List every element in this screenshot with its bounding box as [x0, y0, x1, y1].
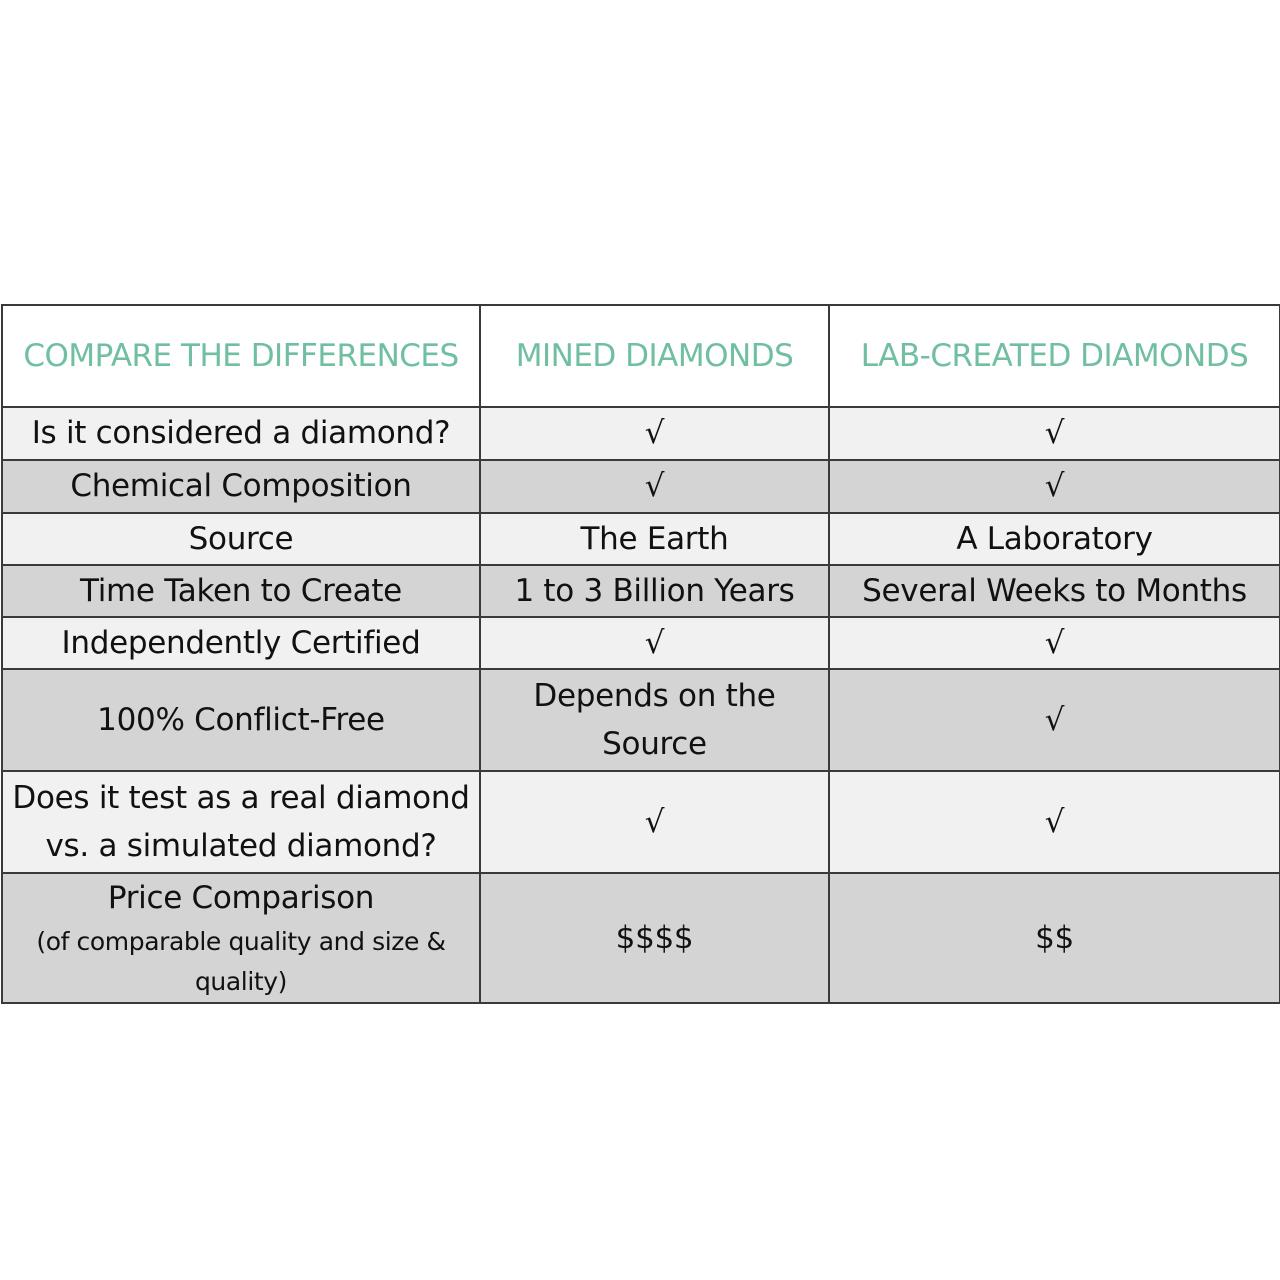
check-icon: √: [829, 669, 1280, 771]
mined-value-line: Source: [602, 726, 707, 762]
table-row: [2, 669, 1280, 771]
header-row: [2, 305, 1280, 407]
mined-value-cell: 1 to 3 Billion Years: [480, 565, 829, 617]
feature-cell: [2, 771, 480, 873]
check-icon: √: [480, 407, 829, 460]
feature-cell: [2, 873, 480, 1003]
table-row: [2, 873, 1280, 1003]
check-icon: √: [829, 771, 1280, 873]
table-row: [2, 460, 1280, 513]
price-footnote: (of comparable quality and size & quality): [36, 927, 446, 997]
feature-line: vs. a simulated diamond?: [45, 828, 437, 864]
mined-price-cell: $$$$: [480, 873, 829, 1003]
mined-value-cell: [480, 669, 829, 771]
feature-cell: Time Taken to Create: [2, 565, 480, 617]
feature-cell: Independently Certified: [2, 617, 480, 669]
table-row: [2, 771, 1280, 873]
feature-cell: Is it considered a diamond?: [2, 407, 480, 460]
header-mined-diamonds: MINED DIAMONDS: [480, 305, 829, 407]
table-row: [2, 617, 1280, 669]
feature-cell: Chemical Composition: [2, 460, 480, 513]
check-icon: √: [829, 617, 1280, 669]
table-row: [2, 513, 1280, 565]
mined-value-line: Depends on the: [533, 677, 776, 714]
header-lab-created-diamonds: LAB-CREATED DIAMONDS: [829, 305, 1280, 407]
table-row: [2, 565, 1280, 617]
check-icon: √: [480, 771, 829, 873]
header-compare-differences: COMPARE THE DIFFERENCES: [2, 305, 480, 407]
check-icon: √: [480, 460, 829, 513]
check-icon: √: [480, 617, 829, 669]
lab-value-cell: Several Weeks to Months: [829, 565, 1280, 617]
feature-line: Price Comparison: [107, 880, 375, 916]
mined-value-cell: The Earth: [480, 513, 829, 565]
feature-cell: Source: [2, 513, 480, 565]
lab-price-cell: $$: [829, 873, 1280, 1003]
check-icon: √: [829, 407, 1280, 460]
comparison-table: [1, 304, 1280, 1004]
table-row: [2, 407, 1280, 460]
lab-value-cell: A Laboratory: [829, 513, 1280, 565]
check-icon: √: [829, 460, 1280, 513]
feature-line: Does it test as a real diamond: [12, 779, 470, 816]
feature-cell: 100% Conflict-Free: [2, 669, 480, 771]
